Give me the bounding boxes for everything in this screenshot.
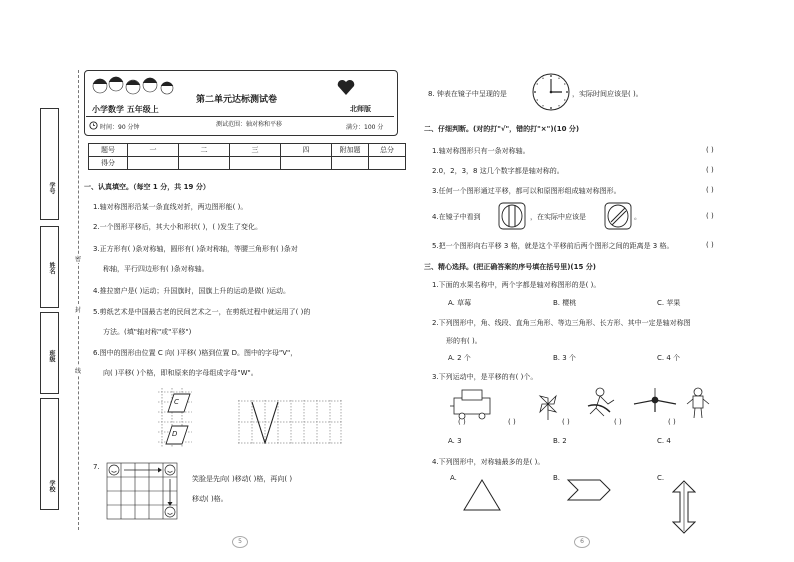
clock-icon	[89, 121, 98, 130]
question-3-line2: 称轴，平行四边形有( )条对称轴。	[103, 265, 209, 273]
choice-4-option-b[interactable]: B.	[553, 474, 561, 482]
judge-1: 1.轴对称图形只有一条对称轴。	[432, 147, 530, 155]
motion-paren-2[interactable]: ( )	[508, 418, 516, 426]
student-id-box	[40, 108, 59, 220]
judge-5-answer[interactable]: ( )	[706, 241, 714, 249]
question-8-part2: ，实际时间应该是( )。	[572, 90, 643, 98]
time-label: 时间：90 分钟	[100, 124, 140, 131]
cut-char-feng: 封	[72, 305, 84, 314]
question-7-number: 7.	[93, 463, 100, 471]
full-score-label: 满分：100 分	[346, 124, 384, 131]
header-cell: 题号	[89, 144, 128, 157]
choice-4-option-c[interactable]: C.	[657, 474, 665, 482]
score-cell[interactable]	[369, 157, 406, 170]
score-cell[interactable]	[179, 157, 230, 170]
question-1: 1.轴对称图形沿某一条直线对折，两边图形能( )。	[93, 203, 248, 211]
cut-char-xian: 线	[72, 366, 84, 375]
choice-3-option-b[interactable]: B. 2	[553, 437, 567, 445]
choice-1-option-c[interactable]: C. 苹果	[657, 299, 681, 307]
scope-label: 测试范围：轴对称和平移	[216, 121, 283, 128]
section2-title: 二、仔细判断。(对的打"√"，错的打"×")(10 分)	[424, 125, 580, 133]
choice-1-option-a[interactable]: A. 草莓	[448, 299, 472, 307]
triangle-shape	[462, 478, 502, 512]
score-table-score-row	[89, 157, 406, 170]
question-6-line2: 向( )平移( )个格，即和原来的字母组成字母"W"。	[103, 369, 258, 377]
motion-paren-1[interactable]: ( )	[458, 418, 466, 426]
page-number-right: 6	[574, 536, 590, 548]
choice-2-line1: 2.下列图形中，角、线段、直角三角形、等边三角形、长方形、其中一定是轴对称图	[432, 319, 691, 327]
exam-title: 第二单元达标测试卷	[196, 95, 278, 105]
student-id-label: 学号	[41, 176, 56, 200]
choice-1-option-b[interactable]: B. 樱桃	[553, 299, 577, 307]
question-7-line2: 移动( )格。	[192, 495, 228, 503]
mirror-shape-figure	[498, 202, 526, 230]
judge-2-answer[interactable]: ( )	[706, 166, 714, 174]
judge-4-part3: 。	[634, 213, 641, 221]
shape-letter-c: C	[174, 398, 179, 406]
header-cell: 四	[281, 144, 332, 157]
motion-paren-3[interactable]: ( )	[562, 418, 570, 426]
row-label: 得分	[89, 157, 128, 170]
score-cell[interactable]	[230, 157, 281, 170]
letter-v-grid-figure	[238, 400, 342, 444]
choice-2-line2: 形的有( )。	[446, 337, 482, 345]
header-cell: 一	[128, 144, 179, 157]
kids-illustration	[90, 72, 180, 102]
question-7-line1: 笑脸是先向( )移动( )格，再向( )	[192, 475, 293, 483]
mirror-clock-figure	[531, 72, 571, 112]
question-5-line2: 方法。(填"轴对称"或"平移")	[103, 328, 192, 336]
score-table-header-row	[89, 144, 406, 157]
page-number-left: 5	[232, 536, 248, 548]
shape-letter-d: D	[172, 430, 178, 438]
heart-icon	[336, 78, 356, 96]
judge-2: 2.0，2，3，8 这几个数字都是轴对称的。	[432, 167, 564, 175]
score-cell[interactable]	[128, 157, 179, 170]
chevron-arrow-shape	[566, 478, 612, 502]
motion-paren-4[interactable]: ( )	[614, 418, 622, 426]
question-6-line1: 6.图中的图形由位置 C 向( )平移( )格到位置 D。图中的字母"V"，	[93, 349, 298, 357]
header-cell: 附加题	[332, 144, 369, 157]
header-cell: 二	[179, 144, 230, 157]
choice-3: 3.下列运动中，是平移的有( )个。	[432, 373, 538, 381]
smiley-grid-figure	[106, 462, 178, 520]
judge-1-answer[interactable]: ( )	[706, 146, 714, 154]
judge-5: 5.把一个图形向右平移 3 格，就是这个平移前后两个图形之间的距离是 3 格。	[432, 242, 674, 250]
motion-pictures-figure	[450, 384, 720, 422]
choice-1: 1.下面的水果名称中，两个字都是轴对称图形的是( )。	[432, 281, 601, 289]
school-label: 学校	[41, 474, 56, 498]
header-cell: 三	[230, 144, 281, 157]
section1-title: 一、认真填空。（每空 1 分，共 19 分）	[84, 183, 210, 191]
choice-3-option-a[interactable]: A. 3	[448, 437, 462, 445]
double-arrow-shape	[672, 480, 696, 534]
judge-4-part1: 4.在镜子中看到	[432, 213, 481, 221]
choice-2-option-c[interactable]: C. 4 个	[657, 354, 681, 362]
choice-4: 4.下列图形中，对称轴最多的是( )。	[432, 458, 545, 466]
cut-line	[78, 70, 79, 530]
choice-2-option-b[interactable]: B. 3 个	[553, 354, 576, 362]
choice-4-option-a[interactable]: A.	[450, 474, 457, 482]
judge-4-part2: ，在实际中应该是	[530, 213, 586, 221]
score-cell[interactable]	[332, 157, 369, 170]
name-label: 姓名	[41, 256, 56, 280]
class-label: 班级	[41, 344, 56, 368]
question-3-line1: 3.正方形有( )条对称轴，圆形有( )条对称轴，等腰三角形有( )条对	[93, 245, 298, 253]
section3-title: 三、精心选择。(把正确答案的序号填在括号里)(15 分)	[424, 263, 596, 271]
question-8-part1: 8. 钟表在镜子中呈现的是	[428, 90, 507, 98]
header-cell: 总分	[369, 144, 406, 157]
choice-2-option-a[interactable]: A. 2 个	[448, 354, 471, 362]
question-5-line1: 5.剪纸艺术是中国最古老的民间艺术之一，在剪纸过程中就运用了( )的	[93, 308, 311, 316]
score-cell[interactable]	[281, 157, 332, 170]
edition-label: 北师版	[350, 105, 371, 113]
cut-char-mi: 密	[72, 254, 84, 263]
subject-label: 小学数学 五年级上	[92, 105, 159, 114]
score-table	[88, 143, 406, 170]
judge-4-answer[interactable]: ( )	[706, 212, 714, 220]
motion-paren-5[interactable]: ( )	[668, 418, 676, 426]
judge-3: 3.任何一个图形通过平移，都可以和原图形组成轴对称图形。	[432, 187, 621, 195]
question-2: 2.一个图形平移后，其大小和形状( )，( )发生了变化。	[93, 223, 263, 231]
header-divider	[86, 116, 394, 117]
actual-shape-figure	[604, 202, 632, 230]
judge-3-answer[interactable]: ( )	[706, 186, 714, 194]
question-4: 4.推拉窗户是( )运动；升国旗时，国旗上升的运动是做( )运动。	[93, 287, 291, 295]
choice-3-option-c[interactable]: C. 4	[657, 437, 671, 445]
